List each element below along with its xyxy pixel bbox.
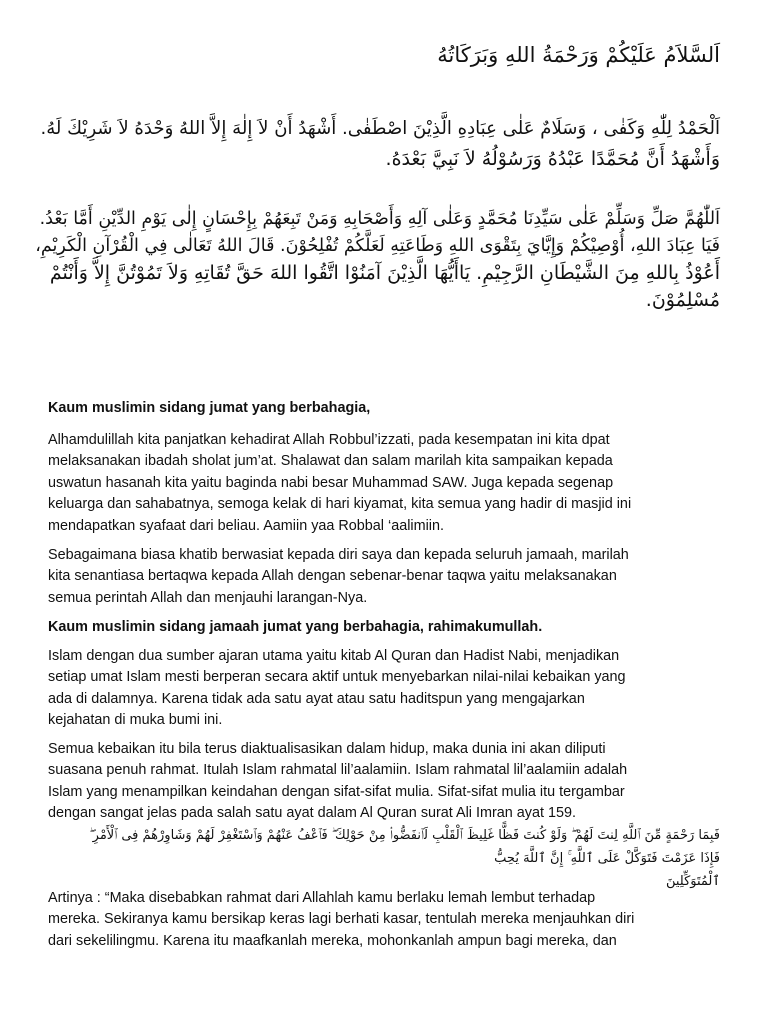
paragraph-opening xyxy=(48,430,728,537)
text-line: uswatun hasanah kita yaitu baginda nabi besar Muhammad SAW. Juga kepada segenap xyxy=(48,474,614,491)
text-line: dari sekelilingmu. Karena itu maafkanlah mereka, mohonkanlah ampun bagi mereka, dan xyxy=(48,932,617,949)
arabic-line: اَللّٰهُمَّ صَلِّ وَسَلِّمْ عَلٰى سَيِّدِنَا مُحَمَّدٍ وَعَلٰى آلِهِ وَأَصْحَابِهِ وَمَنْ تَبِعَهُمْ بِإِحْسَانٍ إِلٰى يَوْمِ الدِّيْنِ أَمَّا بَعْدُ. xyxy=(39,209,720,229)
paragraph-translation xyxy=(48,888,728,952)
text-line: dengan sangat jelas pada salah satu ayat dalam Al Quran surat Ali Imran ayat 159. xyxy=(48,805,576,822)
text-line: Artinya : “Maka disebabkan rahmat dari Allahlah kamu berlaku lemah lembut terhadap xyxy=(48,890,596,906)
heading-line: Kaum muslimin sidang jamaah jumat yang berbahagia, rahimakumullah. xyxy=(48,619,543,635)
arabic-line: فَبِمَا رَحْمَةٍ مِّنَ ٱللَّهِ لِنتَ لَهُمْ ۖ وَلَوْ كُنتَ فَظًّا غَلِيظَ ٱلْقَلْبِ لَٱنفَضُّوا۟ مِنْ حَوْلِكَ ۖ فَٱعْفُ عَنْهُمْ وَٱسْتَغْفِرْ لَهُمْ وَشَاوِرْهُمْ فِى ٱلْأَمْرِ ۖ xyxy=(89,828,720,843)
text-line: Islam dengan dua sumber ajaran utama yaitu kitab Al Quran dan Hadist Nabi, menjadikan xyxy=(48,648,620,664)
text-line: Sebagaimana biasa khatib berwasiat kepada diri saya dan kepada seluruh jamaah, marilah xyxy=(48,547,629,563)
paragraph-islam-sources xyxy=(48,646,728,732)
text-line: kejahatan di muka bumi ini. xyxy=(48,712,223,729)
text-line: semua perintah Allah dan menjauhi larangan-Nya. xyxy=(48,589,368,606)
arabic-hamdalah-syahadat xyxy=(30,114,720,174)
heading-line: Kaum muslimin sidang jumat yang berbahagia, xyxy=(48,400,371,416)
paragraph-wasiat xyxy=(48,545,728,609)
arabic-line: أَعُوْذُ بِاللهِ مِنَ الشَّيْطَانِ الرَّجِيْمِ. يَاأَيُّهَا الَّذِيْنَ آمَنُوْا اتَّقُوا اللهَ حَقَّ تُقَاتِهِ وَلاَ تَمُوْتُنَّ إِلاَّ وَأَنْتُمْ xyxy=(49,262,720,284)
arabic-line: وَأَشْهَدُ أَنَّ مُحَمَّدًا عَبْدُهُ وَرَسُوْلُهُ لاَ نَبِيَّ بَعْدَهُ. xyxy=(385,148,720,170)
section-heading xyxy=(48,617,728,638)
arabic-line: ٱلْمُتَوَكِّلِينَ xyxy=(665,874,720,889)
text-line: ada di dalamnya. Karena tidak ada satu ayat atau satu haditspun yang mengajarkan xyxy=(48,690,585,707)
arabic-shalawat-wasiat xyxy=(30,206,720,314)
section-heading xyxy=(48,398,728,419)
text-line: kita senantiasa bertaqwa kepada Allah dengan sebenar-benar taqwa yaitu melaksanakan xyxy=(48,568,617,585)
arabic-salam-greeting xyxy=(40,38,720,72)
arabic-line: فَيَا عِبَادَ اللهِ، أُوْصِيْكُمْ وَإِيَّايَ بِتَقْوَى اللهِ وَطَاعَتِهِ لَعَلَّكُمْ تُفْلِحُوْنَ. قَالَ اللهُ تَعَالٰى فِي الْقُرْآنِ الْكَرِيْمِ، xyxy=(35,236,720,256)
arabic-line: فَإِذَا عَزَمْتَ فَتَوَكَّلْ عَلَى ٱللَّهِ ۚ إِنَّ ٱللَّهَ يُحِبُّ xyxy=(494,851,720,866)
arabic-verse-ali-imran-159 xyxy=(30,824,720,893)
text-line: setiap umat Islam mesti berperan secara aktif untuk menyebarkan nilai-nilai kebaikan yang xyxy=(48,669,626,686)
text-line: Semua kebaikan itu bila terus diaktualisasikan dalam hidup, maka dunia ini akan diliputi xyxy=(48,741,606,757)
text-line: suasana penuh rahmat. Itulah Islam rahmatal lil’aalamiin. Islam rahmatal lil’aalamiin adalah xyxy=(48,762,628,779)
paragraph-rahmatan xyxy=(48,739,728,825)
arabic-line: اَلْحَمْدُ لِلّٰهِ وَكَفٰى ، وَسَلَامٌ عَلٰى عِبَادِهِ الَّذِيْنَ اصْطَفٰى. أَشْهَدُ أَنْ لاَ إِلٰهَ إِلاَّ اللهُ وَحْدَهُ لاَ شَرِيْكَ لَهُ. xyxy=(40,118,720,139)
text-line: mendapatkan syafaat dari beliau. Aamiin yaa Robbal ‘aalimiin. xyxy=(48,517,444,534)
text-line: melaksanakan ibadah sholat jum’at. Shalawat dan salam marilah kita sampaikan kepada xyxy=(48,453,613,470)
text-line: Islam yang menampilkan keindahan dengan sifat-sifat mulia. Sifat-sifat mulia itu tergambar xyxy=(48,783,625,800)
text-line: keluarga dan sahabatnya, semoga kelak di hari kiyamat, kita semua yang hadir di masjid ini xyxy=(48,496,632,513)
text-line: Alhamdulillah kita panjatkan kehadirat Allah Robbul’izzati, pada kesempatan ini kita dpat xyxy=(48,432,610,448)
arabic-line: مُسْلِمُوْنَ. xyxy=(645,289,720,311)
arabic-line: اَلسَّلاَمُ عَلَيْكُمْ وَرَحْمَةُ اللهِ وَبَرَكَاتُهُ xyxy=(437,43,720,67)
text-line: mereka. Sekiranya kamu bersikap keras lagi berhati kasar, tentulah mereka menjauhkan diri xyxy=(48,911,635,928)
